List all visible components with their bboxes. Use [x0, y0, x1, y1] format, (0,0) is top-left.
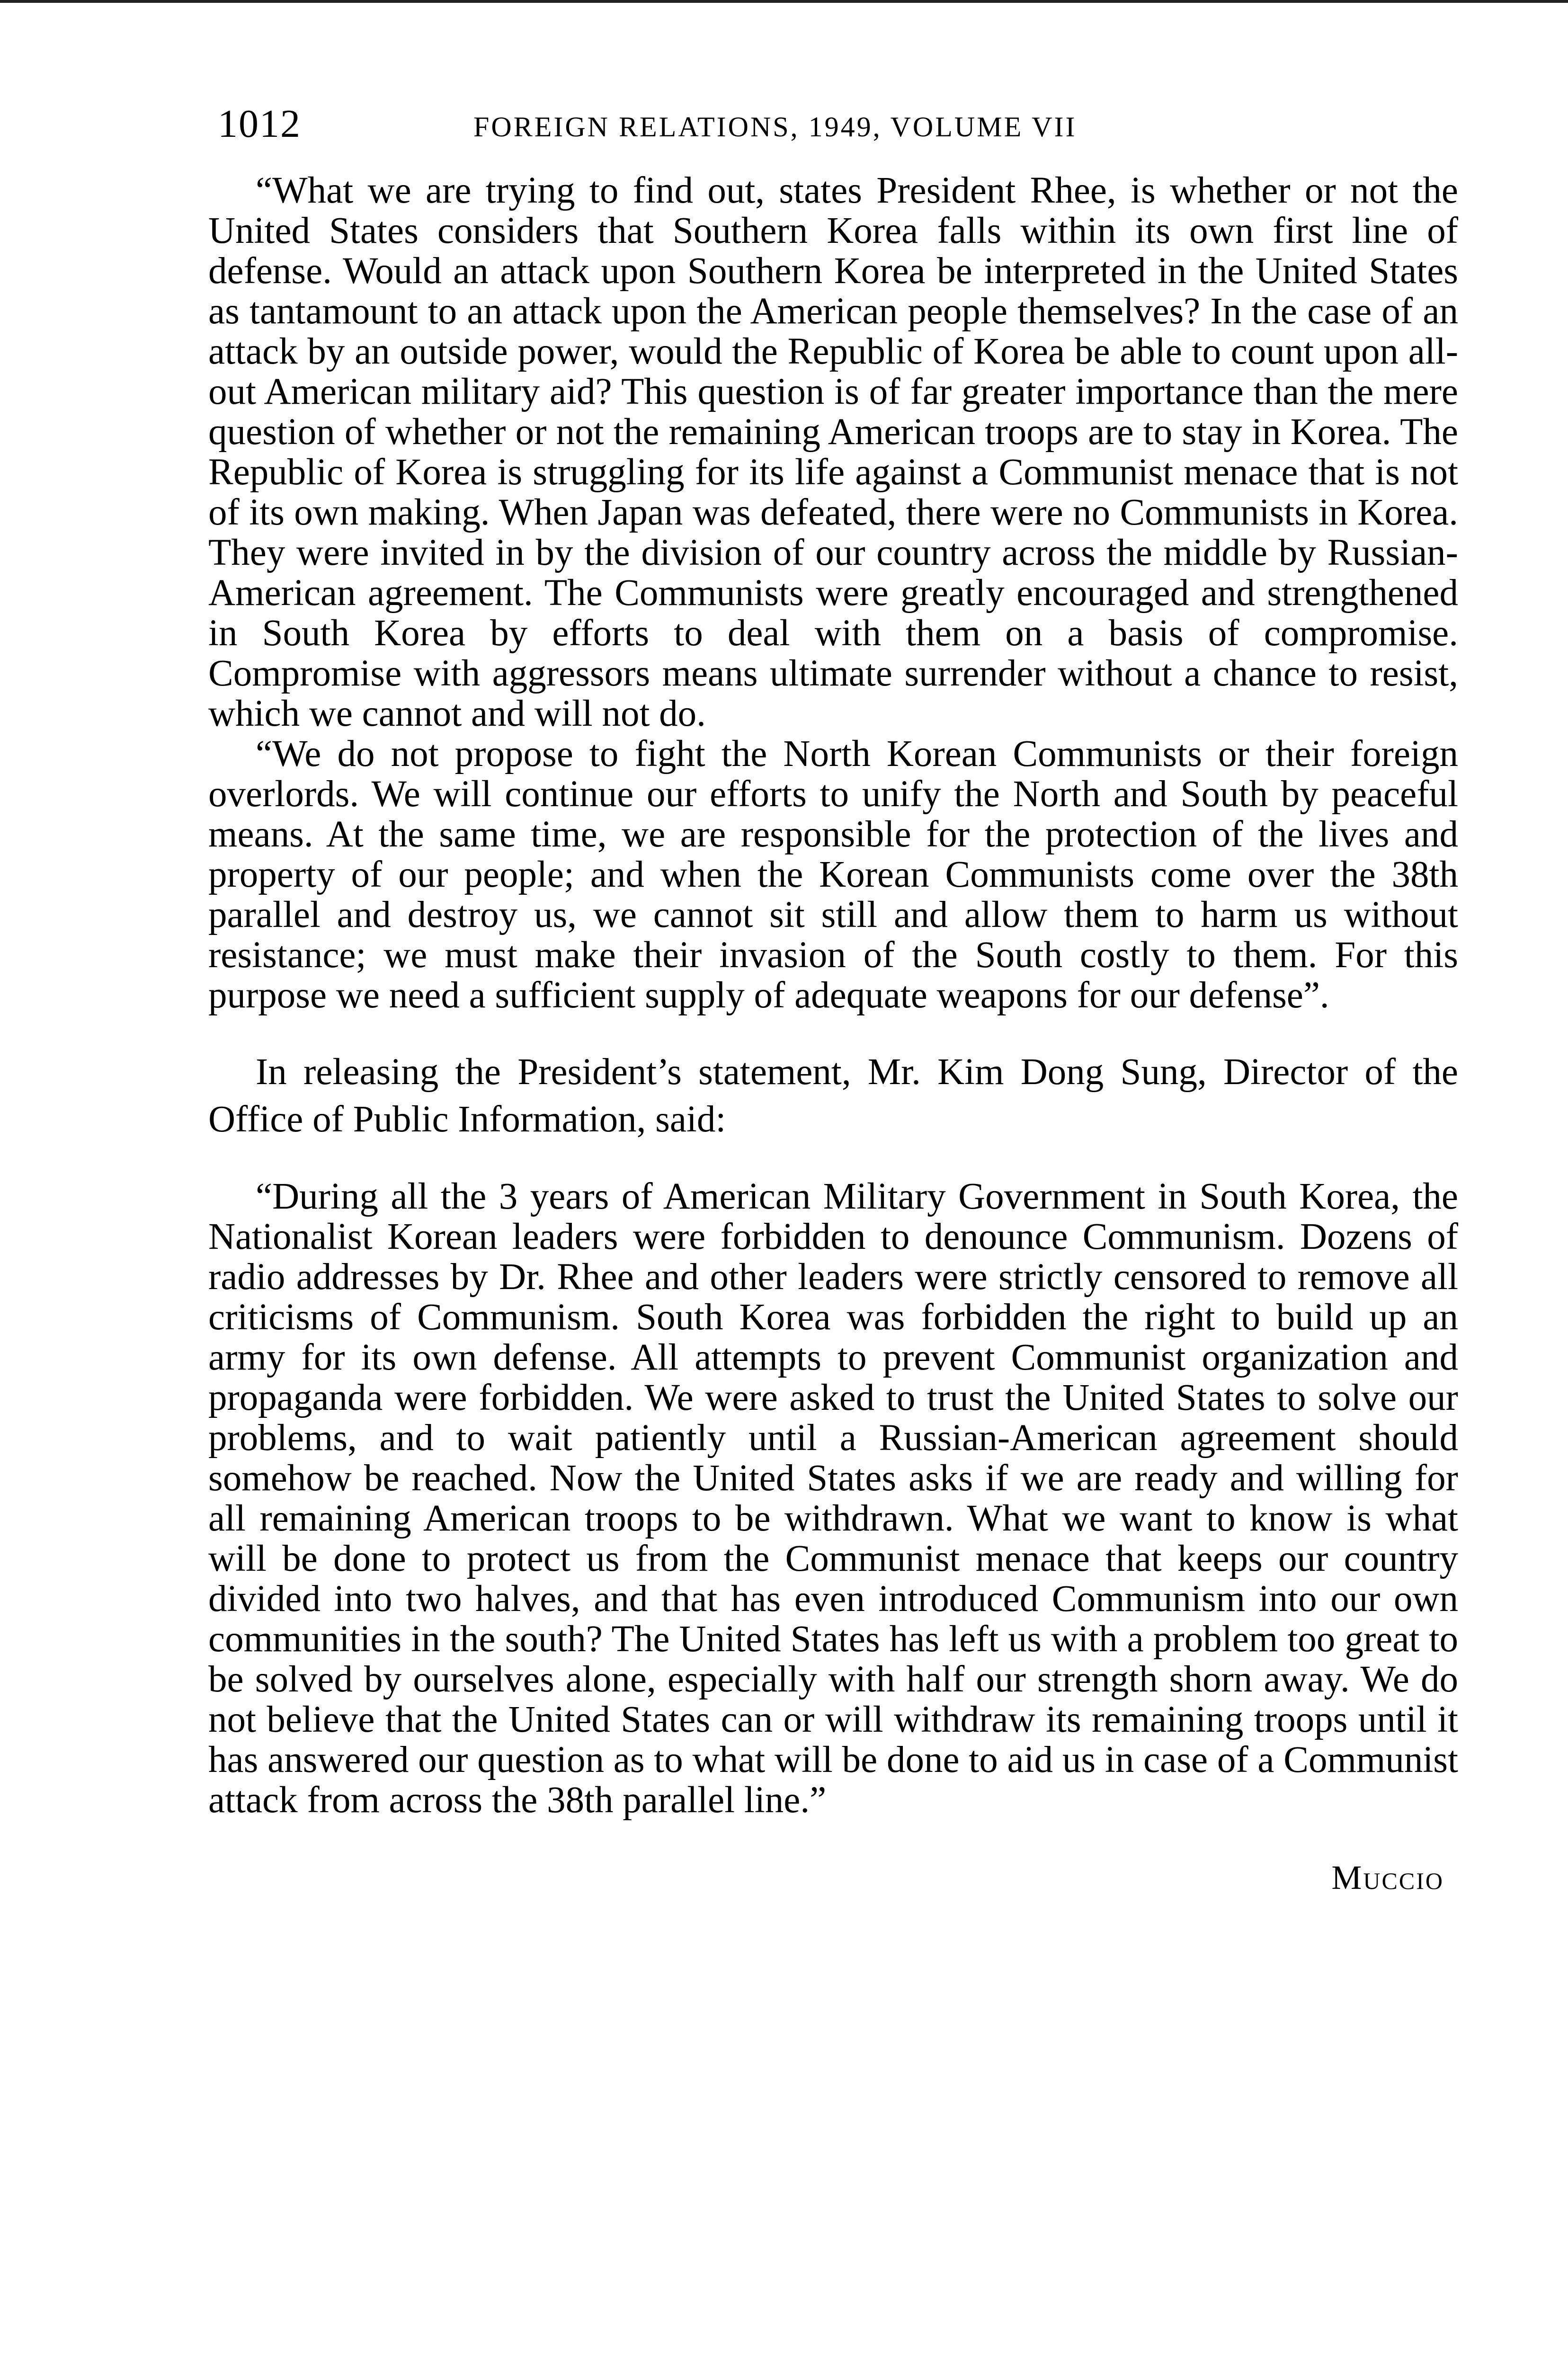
page-header [208, 104, 1458, 170]
document-page [208, 104, 1458, 1897]
quote-paragraph-3: “During all the 3 years of American Military Government in South Korea, the Nationalist Korean leaders were forbidden to denounce Communism. Dozens of radio addresses by Dr. Rhee and other leaders were strictly censored to remove all criticisms of Communism. South Korea was forbidden the right to build up an army for its own defense. All attempts to prevent Communist organization and propaganda were forbidden. We were asked to trust the United States to solve our problems, and to wait patiently until a Russian-American agreement should somehow be reached. Now the United States asks if we are ready and willing for all remaining American troops to be withdrawn. What we want to know is what will be done to protect us from the Communist menace that keeps our country divided into two halves, and that has even introduced Communism into our own communities in the south? The United States has left us with a problem too great to be solved by ourselves alone, especially with half our strength shorn away. We do not believe that the United States can or will withdraw its remaining troops until it has answered our question as to what will be done to aid us in case of a Communist attack from across the 38th parallel line.” [208, 1176, 1458, 1821]
quote-paragraph-2: “We do not propose to fight the North Korean Communists or their foreign overlords. We will continue our efforts to unify the North and South by peaceful means. At the same time, we are responsible for the protection of the lives and property of our people; and when the Korean Communists come over the 38th parallel and destroy us, we cannot sit still and allow them to harm us without resistance; we must make their invasion of the South costly to them. For this purpose we need a sufficient supply of adequate weapons for our defense”. [208, 733, 1458, 1016]
intro-paragraph: In releasing the President’s statement, Mr. Kim Dong Sung, Director of the Office of Public Information, said: [208, 1051, 1458, 1140]
signature: Muccio [1331, 1859, 1444, 1896]
quote-paragraph-1: “What we are trying to find out, states President Rhee, is whether or not the United States considers that Southern Korea falls within its own first line of defense. Would an attack upon Southern Korea be interpreted in the United States as tantamount to an attack upon the American people themselves? In the case of an attack by an outside power, would the Republic of Korea be able to count upon all-out American military aid? This question is of far greater importance than the mere question of whether or not the remaining American troops are to stay in Korea. The Republic of Korea is struggling for its life against a Communist menace that is not of its own making. When Japan was defeated, there were no Communists in Korea. They were invited in by the division of our country across the middle by Russian-American agreement. The Communists were greatly encouraged and strengthened in South Korea by efforts to deal with them on a basis of compromise. Compromise with aggressors means ultimate surrender without a chance to resist, which we cannot and will not do. [208, 170, 1458, 734]
running-head: FOREIGN RELATIONS, 1949, VOLUME VII [473, 111, 1077, 142]
page-number: 1012 [218, 102, 301, 146]
scan-edge [0, 0, 1568, 3]
